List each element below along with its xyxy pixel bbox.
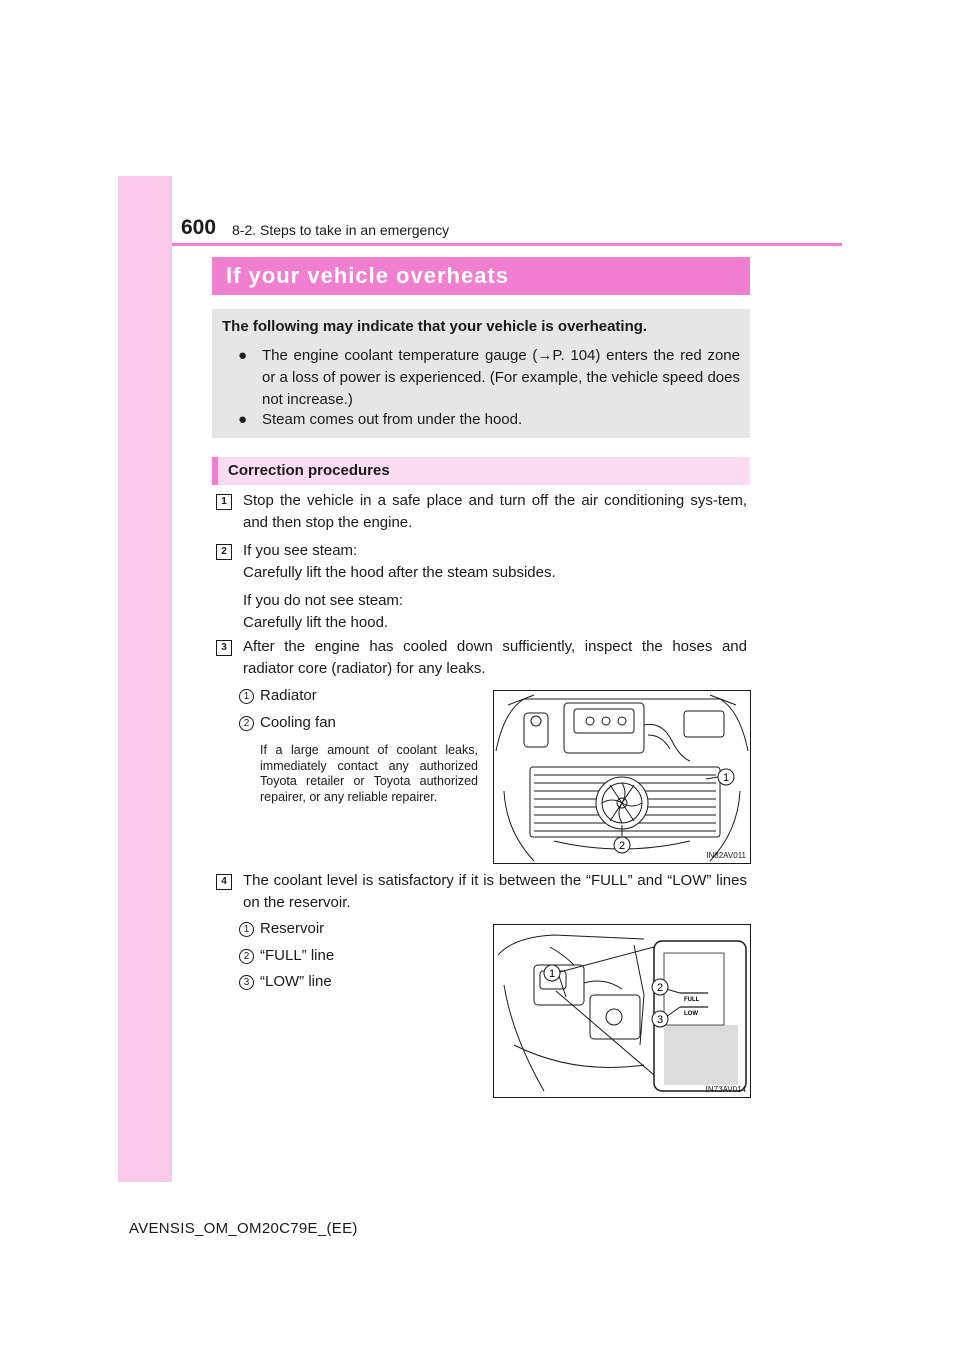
step-number: 2 [216,544,232,560]
step-number: 3 [216,640,232,656]
page-number: 600 [181,216,217,239]
callout-label: Cooling fan [260,714,336,731]
page-title: If your vehicle overheats [226,263,509,288]
note-text: If a large amount of coolant leaks, immediately contact any authorized Toyota retailer or Toyota authorized repairer, or any reliable repairer. [260,743,478,804]
figure-callout: 1 [548,968,556,980]
callout-number: 2 [239,949,254,964]
callout-number: 1 [239,689,254,704]
figure-reservoir [493,924,751,1098]
figure-engine-bay [493,690,751,864]
callout-number: 2 [239,716,254,731]
bullet-dot-icon: ● [238,411,248,428]
footer-doc-code: AVENSIS_OM_OM20C79E_(EE) [129,1220,358,1237]
reservoir-drawing [494,925,750,1097]
step-text: After the engine has cooled down sufficiently, inspect the hoses and radiator core (radiator) for any leaks. [243,638,747,677]
title-bar [212,257,750,295]
step-number: 1 [216,494,232,510]
step-number: 4 [216,874,232,890]
callout-label: Reservoir [260,920,325,937]
callout-label: “FULL” line [260,947,335,964]
step-text: If you do not see steam: [243,592,404,609]
header-rule [172,243,842,246]
subheading: Correction procedures [228,462,390,479]
bullet-text: Steam comes out from under the hood. [262,411,523,428]
step-text: If you see steam: [243,542,358,559]
figure-code: IN82AV011 [706,851,746,860]
step-text: Carefully lift the hood. [243,614,389,631]
low-mark: LOW [684,1011,698,1017]
callout-label: Radiator [260,687,317,704]
figure-code: IN73AV014 [705,1085,746,1094]
full-mark: FULL [684,997,700,1003]
figure-callout: 1 [722,772,730,784]
step-text: Stop the vehicle in a safe place and turn off the air conditioning sys-tem, and then stop the engine. [243,492,747,531]
subheading-bar [212,457,750,485]
step-text: Carefully lift the hood after the steam subsides. [243,564,556,581]
section-label: 8-2. Steps to take in an emergency [232,222,450,238]
bullet-text: The engine coolant temperature gauge (→P. 104) enters the red zone or a loss of power is experienced. (For example, the vehicle speed does not increase.) [262,347,740,408]
bullet-dot-icon: ● [238,347,248,364]
info-box [212,309,750,438]
callout-label: “LOW” line [260,973,332,990]
side-tab [118,176,172,1182]
figure-callout: 2 [618,840,626,852]
engine-bay-drawing [494,691,750,863]
step-text: The coolant level is satisfactory if it is between the “FULL” and “LOW” lines on the reservoir. [243,872,747,911]
callout-number: 3 [239,975,254,990]
figure-callout: 3 [656,1014,664,1026]
figure-callout: 2 [656,982,664,994]
callout-number: 1 [239,922,254,937]
info-title: The following may indicate that your vehicle is overheating. [222,318,648,335]
